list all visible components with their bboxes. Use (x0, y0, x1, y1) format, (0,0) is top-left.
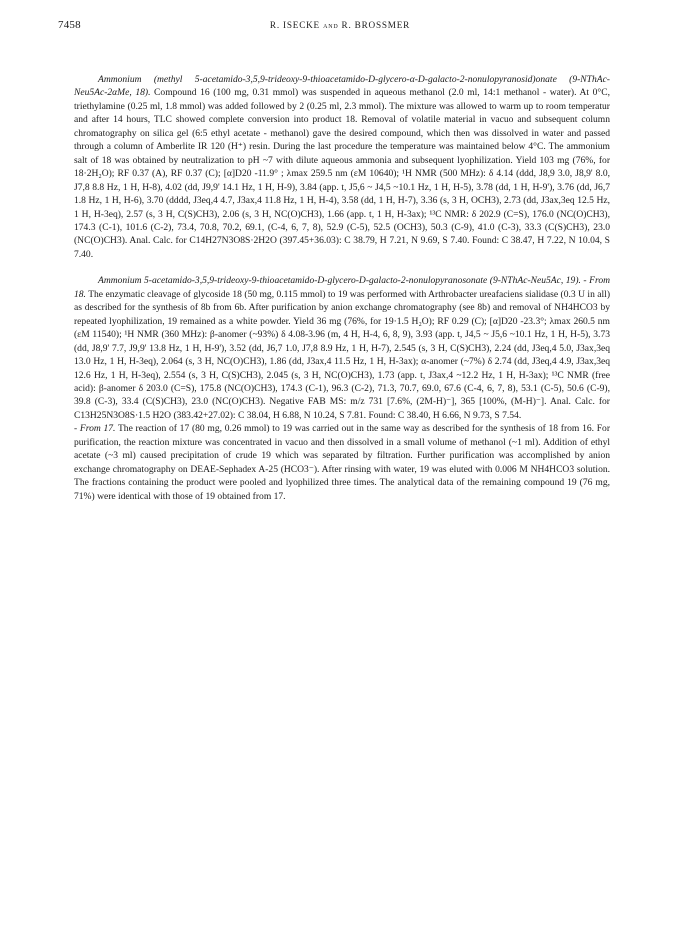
from-17-procedure: The reaction of 17 (80 mg, 0.26 mmol) to 19 was carried out in the same way as described for the synthesis of 18 from 16. For purification, the reaction mixture was concentrated in vacuo and then dissolved in a small volume of methanol (~1 ml). Addition of ethyl acetate (~3 ml) caused precipitation of crude 19 which was separated by filtration. Further purification was accomplished by anion exchange chromatography on DEAE-Sephadex A-25 (HCO3⁻). After rinsing with water, 19 was eluted with 0.006 M NH4HCO3 solution. The fractions containing the product were pooled and lyophilized three times. The analytical data of the remaining compound 19 (76 mg, 71%) were identical with those of 19 obtained from 17. (74, 423, 610, 502)
compound-18-heading: Ammonium (methyl 5-acetamido-3,5,9-trideoxy-9-thioacetamido-D-glycero-α-D-galacto-2-nonulopyranosid)onate (9-NThAc-Neu5Ac-2αMe, 18). (74, 74, 610, 99)
paragraph-compound-19 (74, 274, 610, 422)
compound-19-procedure: The enzymatic cleavage of glycoside 18 (50 mg, 0.115 mmol) to 19 was performed with Arthrobacter ureafaciens sialidase (0.3 U in all) as described for the synthesis of 8b from 6b. After purification by anion exchange chromatography (see 8b) and removal of NH4HCO3 by repeated lyophilization, 19 remained as a white powder. Yield 36 mg (76%, for 19·1.5 H₂O); RF 0.29 (C); [α]D20 -23.3°; λmax 260.5 nm (εM 11540); ¹H NMR (360 MHz): β-anomer (~93%) δ 4.08-3.96 (m, 4 H, H-4, 6, 8, 9), 3.93 (app. t, J4,5 ~ J5,6 ~10.1 Hz, 1 H, H-5), 3.73 (dd, J8,9' 7.7, J9,9' 13.8 Hz, 1 H, H-9'), 3.52 (dd, J6,7 1.0, J7,8 8.9 Hz, 1 H, H-7), 2.545 (s, 3 H, C(S)CH3), 2.24 (dd, J3eq,4 5.0, J3ax,3eq 13.0 Hz, 1 H, H-3eq), 2.064 (s, 3 H, NC(O)CH3), 1.86 (dd, J3ax,4 11.5 Hz, 1 H, H-3ax); α-anomer (~7%) δ 2.74 (dd, J3eq,4 4.9, J3ax,3eq 12.6 Hz, 1 H, H-3eq), 2.554 (s, 3 H, C(S)CH3), 2.045 (s, 3 H, NC(O)CH3), 1.73 (app. t, J3ax,4 ~12.2 Hz, 1 H, H-3ax); ¹³C NMR (free acid): β-anomer δ 203.0 (C=S), 175.8 (NC(O)CH3), 174.3 (C-1), 96.3 (C-2), 71.3, 70.7, 69.0, 67.6 (C-4, 6, 7, 8), 53.1 (C-5), 50.6 (C-9), 39.8 (C-3), 33.4 (C(S)CH3), 23.0 (NC(O)CH3). Negative FAB MS: m/z 731 [7.6%, (2M-H)⁻], 365 [100%, (M-H)⁻]. Anal. Calc. for C13H25N3O8S·1.5 H2O (383.42+27.02): C 38.04, H 6.88, N 10.24, S 7.81. Found: C 38.40, H 6.66, N 9.73, S 7.54. (74, 288, 610, 421)
page-number: 7458 (58, 19, 81, 31)
paragraph-compound-18 (74, 73, 610, 261)
compound-18-procedure: Compound 16 (100 mg, 0.31 mmol) was suspended in aqueous methanol (2.0 ml, 14:1 methanol - water). At 0°C, triethylamine (0.25 ml, 1.8 mmol) was added followed by 2 (0.25 ml, 2.3 mmol). The mixture was allowed to warm up to room temperatur and after 14 hours, TLC showed complete conversion into product 18. Removal of volatile material in vacuo and subsequent column chromatography on silica gel (6:5 ethyl acetate - methanol) gave the desired compound, which then was dissolved in water and passed through a column of Amberlite IR 120 (H⁺) resin. During the last procedure the temperature was maintained below 4°C. The ammonium salt of 18 was obtained by neutralization to pH ~7 with dilute aqueous ammonia and subsequent lyophilization. Yield 103 mg (76%, for 18·2H₂O); RF 0.37 (A), RF 0.37 (C); [α]D20 -11.9° ; λmax 259.5 nm (εM 10640); ¹H NMR (500 MHz): δ 4.14 (ddd, J8,9 3.0, J8,9' 8.0, J7,8 8.8 Hz, 1 H, H-8), 4.02 (dd, J9,9' 14.1 Hz, 1 H, H-9), 3.84 (app. t, J5,6 ~ J4,5 ~10.1 Hz, 1 H, H-5), 3.78 (dd, 1 H, H-9'), 3.76 (dd, J6,7 1.8 Hz, 1 H, H-6), 3.70 (dddd, J3eq,4 4.7, J3ax,4 11.8 Hz, 1 H, H-4), 3.58 (dd, 1 H, H-7), 3.36 (s, 3 H, OCH3), 2.73 (dd, J3ax,3eq 12.5 Hz, 1 H, H-3eq), 2.57 (s, 3 H, C(S)CH3), 2.06 (s, 3 H, NC(O)CH3), 1.66 (app. t, 1 H, H-3ax); ¹³C NMR: δ 202.9 (C=S), 176.0 (NC(O)CH3), 174.3 (C-1), 101.6 (C-2), 73.4, 70.8, 70.2, 69.1, (C-4, 6, 7, 8), 52.9 (C-5), 52.5 (OCH3), 50.3 (C-9), 41.0 (C-3), 33.3 (C(S)CH3), 23.0 (NC(O)CH3). Anal. Calc. for C14H27N3O8S·2H2O (397.45+36.03): C 38.79, H 7.21, N 9.69, S 7.40. Found: C 38.47, H 7.22, N 10.04, S 7.40. (74, 87, 611, 260)
running-head-authors: R. ISECKE and R. BROSSMER (269, 20, 411, 30)
from-17-heading: - From 17. (74, 423, 116, 435)
paragraph-from-17 (74, 422, 610, 503)
running-head (0, 19, 680, 33)
article-body (74, 73, 610, 503)
compound-19-heading: Ammonium 5-acetamido-3,5,9-trideoxy-9-thioacetamido-D-glycero-D-galacto-2-nonulopyranosonate (9-NThAc-Neu5Ac, 19). - From 18. (74, 275, 610, 300)
